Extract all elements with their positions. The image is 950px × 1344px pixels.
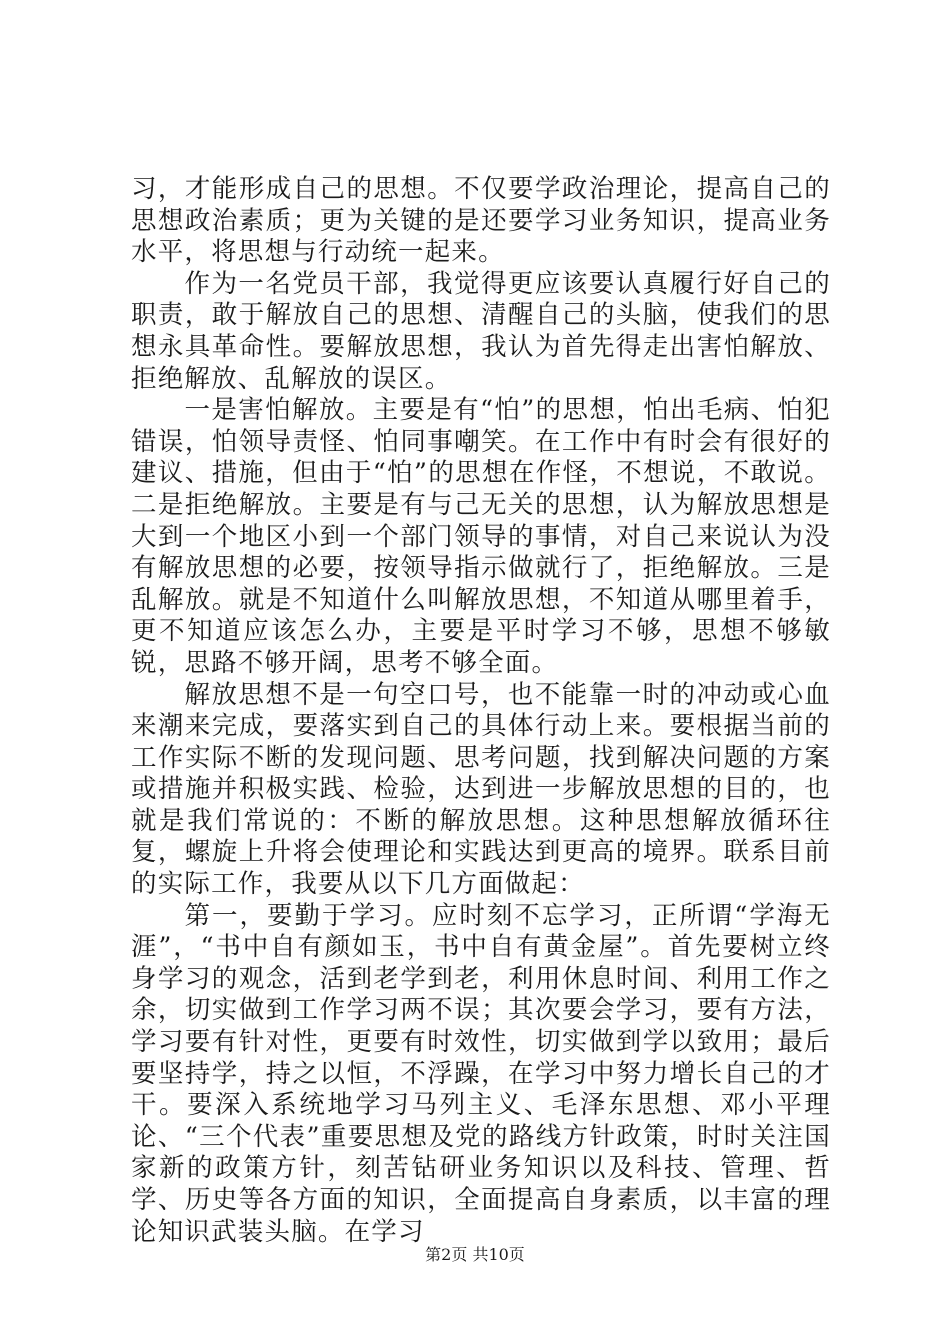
page-number-footer: 第2页 共10页: [425, 1245, 525, 1264]
paragraph-4: 解放思想不是一句空口号，也不能靠一时的冲动或心血来潮来完成，要落实到自己的具体行动上来。要根据当前的工作实际不断的发现问题、思考问题，找到解决问题的方案或措施并积极实践、检验，达到进一步解放思想的目的，也就是我们常说的：不断的解放思想。这种思想解放循环往复，螺旋上升将会使理论和实践达到更高的境界。联系目前的实际工作，我要从以下几方面做起：: [131, 679, 831, 900]
paragraph-3: 一是害怕解放。主要是有“怕”的思想，怕出毛病、怕犯错误，怕领导责怪、怕同事嘲笑。在工作中有时会有很好的建议、措施，但由于“怕”的思想在作怪，不想说，不敢说。二是拒绝解放。主要是有与己无关的思想，认为解放思想是大到一个地区小到一个部门领导的事情，对自己来说认为没有解放思想的必要，按领导指示做就行了，拒绝解放。三是乱解放。就是不知道什么叫解放思想，不知道从哪里着手，更不知道应该怎么办，主要是平时学习不够，思想不够敏锐，思路不够开阔，思考不够全面。: [131, 395, 831, 678]
paragraph-2: 作为一名党员干部，我觉得更应该要认真履行好自己的职责，敢于解放自己的思想、清醒自己的头脑，使我们的思想永具革命性。要解放思想，我认为首先得走出害怕解放、拒绝解放、乱解放的误区。: [131, 268, 831, 394]
paragraph-1: 习，才能形成自己的思想。不仅要学政治理论，提高自己的思想政治素质；更为关键的是还要学习业务知识，提高业务水平，将思想与行动统一起来。: [131, 174, 831, 268]
document-body: [131, 174, 831, 1248]
paragraph-5: 第一，要勤于学习。应时刻不忘学习，正所谓“学海无涯”，“书中自有颜如玉，书中自有黄金屋”。首先要树立终身学习的观念，活到老学到老，利用休息时间、利用工作之余，切实做到工作学习两不误；其次要会学习，要有方法，学习要有针对性，更要有时效性，切实做到学以致用；最后要坚持学，持之以恒，不浮躁，在学习中努力增长自己的才干。要深入系统地学习马列主义、毛泽东思想、邓小平理论、“三个代表”重要思想及党的路线方针政策，时时关注国家新的政策方针，刻苦钻研业务知识以及科技、管理、哲学、历史等各方面的知识，全面提高自身素质，以丰富的理论知识武装头脑。在学习: [131, 900, 831, 1247]
